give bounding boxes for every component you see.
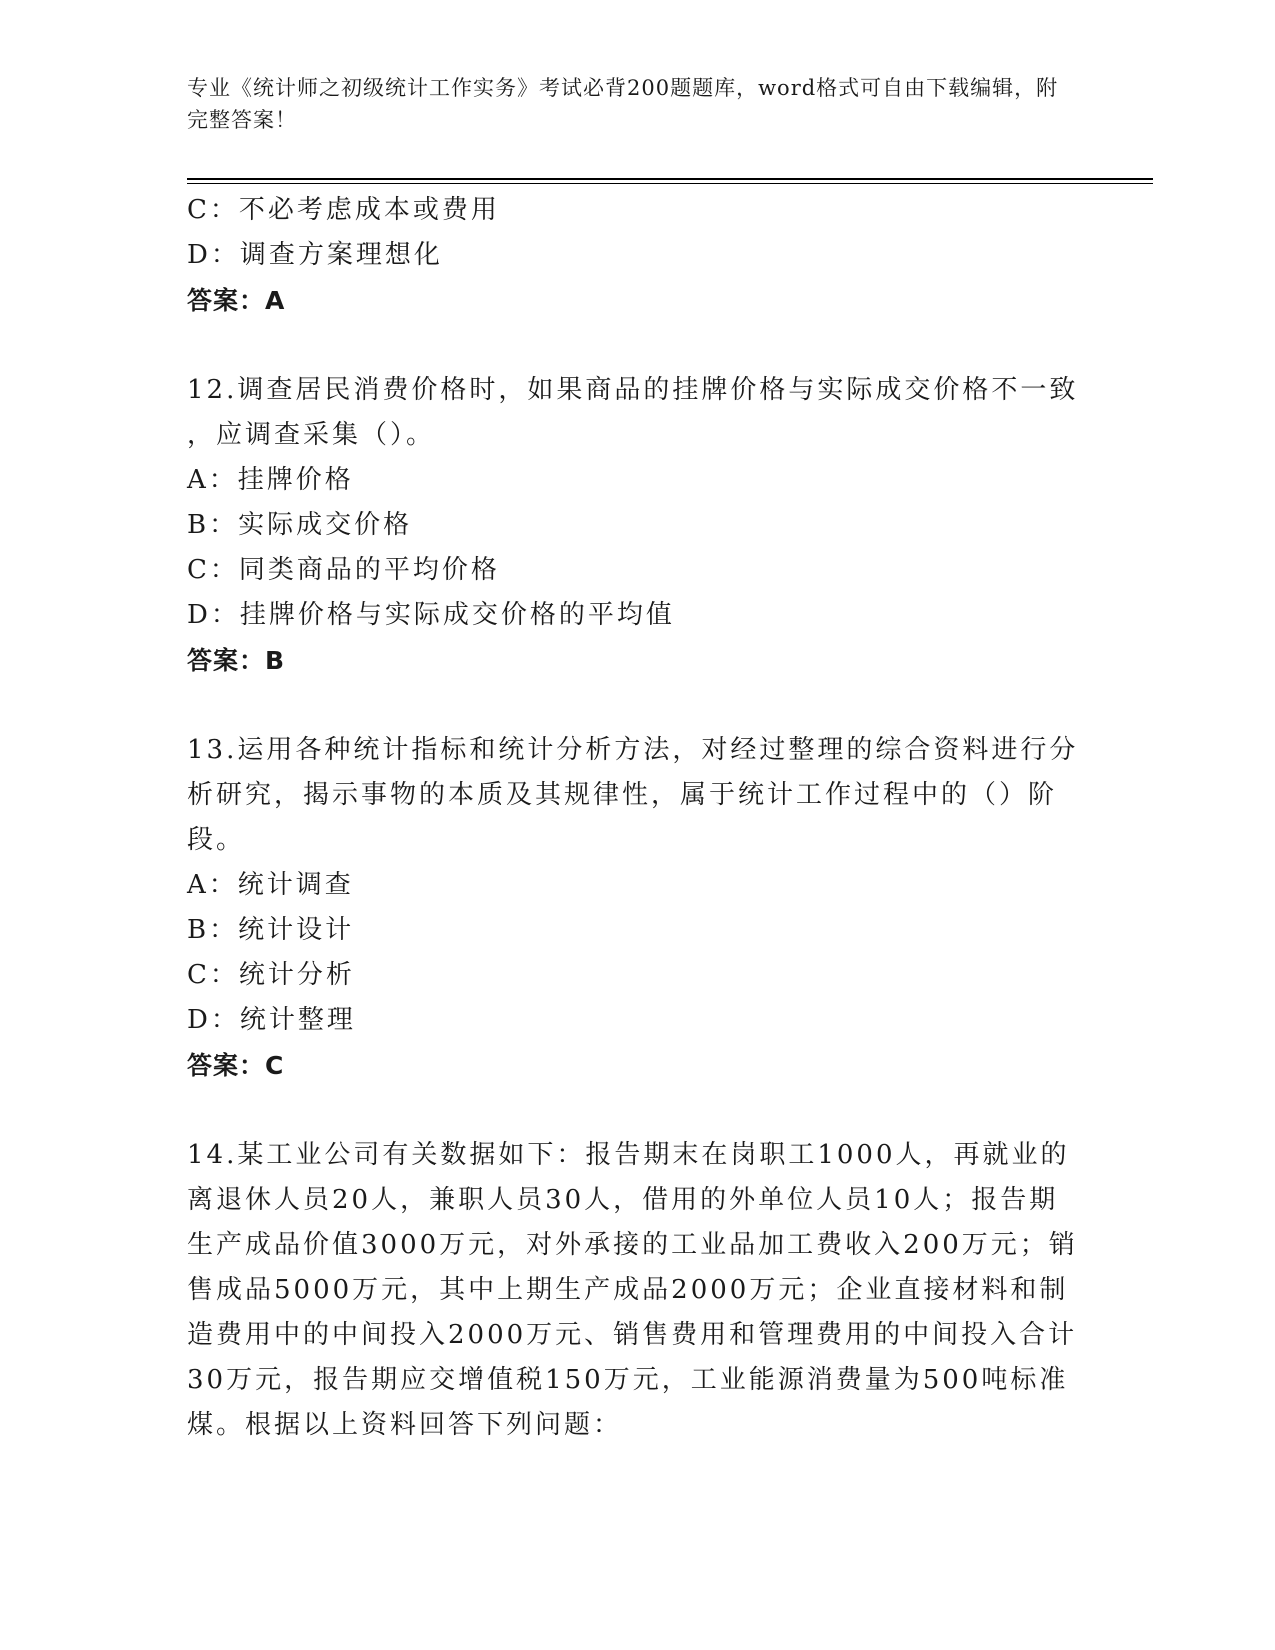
question-13-stem-line-1: 13.运用各种统计指标和统计分析方法，对经过整理的综合资料进行分 (187, 735, 1079, 765)
question-14-stem-line-4: 售成品5000万元，其中上期生产成品2000万元；企业直接材料和制 (187, 1275, 1069, 1305)
header-divider-thin (187, 183, 1153, 184)
question-14-stem-line-3: 生产成品价值3000万元，对外承接的工业品加工费收入200万元；销 (187, 1230, 1078, 1260)
question-12-stem-line-1: 12.调查居民消费价格时，如果商品的挂牌价格与实际成交价格不一致 (187, 375, 1079, 405)
option-d: D：调查方案理想化 (187, 240, 443, 270)
spacer (187, 683, 1087, 728)
question-12-option-d: D：挂牌价格与实际成交价格的平均值 (187, 600, 675, 630)
question-12-option-b: B：实际成交价格 (187, 510, 413, 540)
question-14-stem-line-5: 造费用中的中间投入2000万元、销售费用和管理费用的中间投入合计 (187, 1320, 1078, 1350)
spacer (187, 1088, 1087, 1133)
question-14-stem-line-1: 14.某工业公司有关数据如下：报告期末在岗职工1000人，再就业的 (187, 1140, 1070, 1170)
question-13-option-c: C：统计分析 (187, 960, 355, 990)
question-12-answer: 答案：B (187, 646, 286, 675)
answer-line: 答案：A (187, 286, 286, 315)
question-14-stem-line-6: 30万元，报告期应交增值税150万元，工业能源消费量为500吨标准 (187, 1365, 1069, 1395)
question-12-stem-line-2: ，应调查采集（）。 (187, 420, 436, 450)
option-c: C：不必考虑成本或费用 (187, 195, 500, 225)
question-12-option-c: C：同类商品的平均价格 (187, 555, 500, 585)
question-14-stem-line-7: 煤。根据以上资料回答下列问题： (187, 1410, 623, 1440)
question-12-option-a: A：挂牌价格 (187, 465, 354, 495)
question-13-option-b: B：统计设计 (187, 915, 355, 945)
spacer (187, 323, 1087, 368)
question-13-option-a: A：统计调查 (187, 870, 354, 900)
question-13-answer: 答案：C (187, 1051, 285, 1080)
question-13-stem-line-3: 段。 (187, 825, 246, 855)
header-divider-thick (187, 178, 1153, 180)
question-14-stem-line-2: 离退休人员20人，兼职人员30人，借用的外单位人员10人；报告期 (187, 1185, 1059, 1215)
page-header: 专业《统计师之初级统计工作实务》考试必背200题题库，word格式可自由下载编辑，附完整答案！ (187, 76, 1059, 132)
main-content (187, 188, 1087, 1448)
question-13-option-d: D：统计整理 (187, 1005, 356, 1035)
question-13-stem-line-2: 析研究，揭示事物的本质及其规律性，属于统计工作过程中的（）阶 (187, 780, 1058, 810)
